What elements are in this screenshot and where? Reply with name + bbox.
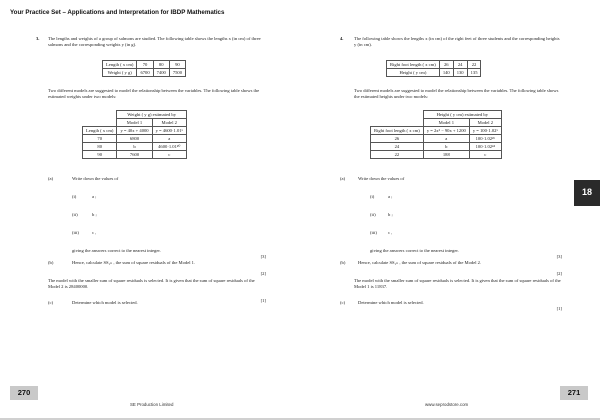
table-cell: Weight ( y g) estimated by [117,111,186,119]
table-cell [371,119,424,127]
question-number: 4. [340,36,344,41]
models-table [82,110,187,159]
table-cell: y = 40x + 4000 [117,127,152,135]
table-cell [83,111,117,119]
table-row [387,69,481,77]
publisher-website: www.seprodstore.com [425,402,469,407]
models-text: Two different models are suggested to model the relationship between the variables. The following table shows the estimated weights under two models: [48,88,260,99]
table-cell: Model 2 [152,119,186,127]
sub-i-label: (i) [72,194,77,199]
mark-a: [3] [556,254,562,259]
table-cell: 26 [439,61,453,69]
table-cell: 22 [371,151,424,159]
table-row [103,61,186,69]
sub-ii-text: b ; [92,212,97,217]
table-row [83,135,187,143]
chapter-tab: 18 [574,180,600,206]
table-cell: 130 [453,69,467,77]
table-cell: Height ( y cm) [387,69,440,77]
table-cell: Model 1 [117,119,152,127]
question-intro: The following table shows the lengths x (in cm) of the right feet of three students and the corresponding heights y (in cm). [354,36,560,47]
part-a-label: (a) [48,176,54,181]
sub-i-label: (i) [370,194,375,199]
table-row [371,143,502,151]
table-cell: 80 [83,143,117,151]
mark-b: [2] [556,271,562,276]
table-cell: Model 2 [469,119,501,127]
model-selection-text: The model with the smaller sum of square residuals is selected. It is given that the sum of square residuals of the Model 2 is 28400000. [48,278,255,289]
table-cell: c [152,151,186,159]
table-cell: a [152,135,186,143]
sub-i-text: a ; [388,194,393,199]
question-4 [340,36,562,366]
table-cell: 140 [439,69,453,77]
table-cell: 70 [83,135,117,143]
table-cell: 188 [423,151,469,159]
page-number-left: 270 [10,386,38,400]
table-row [103,69,186,77]
sub-ii-text: b ; [388,212,393,217]
table-row [83,151,187,159]
sub-iii-label: (iii) [72,230,79,235]
part-b-text: Hence, calculate SS₁ₙ , the sum of square residuals of the Model 1. [72,260,196,265]
table-cell: 26 [371,135,424,143]
table-row [83,127,187,135]
sub-i-text: a ; [92,194,97,199]
table-row [83,143,187,151]
table-cell: 7600 [117,151,152,159]
table-row [371,127,502,135]
table-cell: 100·1.02²⁶ [469,135,501,143]
table-cell: Length ( x cm) [83,127,117,135]
part-a-label: (a) [340,176,346,181]
sub-iii-text: c , [92,230,97,235]
table-cell: Weight ( y g) [103,69,137,77]
question-number: 3. [36,36,40,41]
question-intro: The lengths and weights of a group of salmons are studied. The following table shows the lengths x (in cm) of three salmons and the corresponding weights y (in g). [48,36,261,47]
mark-b: [2] [260,271,266,276]
models-table [370,110,502,159]
part-a-text: Write down the values of [72,176,119,181]
table-cell: 4600·1.01⁸⁰ [152,143,186,151]
table-cell: c [469,151,501,159]
table-cell: Right foot length ( x cm) [387,61,440,69]
models-text: Two different models are suggested to model the relationship between the variables. The following table shows the estimated heights under two models: [354,88,559,99]
table-cell: 70 [137,61,153,69]
table-cell: a [423,135,469,143]
data-table [386,60,481,77]
table-cell: 135 [467,69,481,77]
model-selection-text: The model with the smaller sum of square residuals is selected. It is given that the sum of square residuals of the Model 1 is 11837. [354,278,561,289]
giving-text: giving the answers correct to the nearest integer. [72,248,161,253]
table-cell: 22 [467,61,481,69]
table-cell: 7400 [153,69,169,77]
table-cell: 80 [153,61,169,69]
table-cell: 24 [371,143,424,151]
table-cell: 6800 [117,135,152,143]
table-cell: Height ( y cm) estimated by [423,111,501,119]
table-cell: b [117,143,152,151]
table-cell: b [423,143,469,151]
part-c-text: Determine which model is selected. [358,300,424,305]
part-a-text: Write down the values of [358,176,405,181]
data-table [102,60,186,77]
part-b-label: (b) [48,260,54,265]
table-cell: 6700 [137,69,153,77]
table-cell: y = 2x² − 90x + 1200 [423,127,469,135]
table-row [371,111,502,119]
part-c-label: (c) [340,300,346,305]
table-cell: 90 [83,151,117,159]
question-3 [36,36,266,366]
table-cell: Model 1 [423,119,469,127]
table-cell: y = 4600·1.01ˣ [152,127,186,135]
table-row [83,111,187,119]
table-cell: 90 [169,61,185,69]
part-c-text: Determine which model is selected. [72,300,138,305]
table-row [371,119,502,127]
sub-iii-label: (iii) [370,230,377,235]
table-cell: Length ( x cm) [103,61,137,69]
table-cell: Right foot length ( x cm) [371,127,424,135]
table-cell [83,119,117,127]
table-cell [371,111,424,119]
sub-ii-label: (ii) [72,212,78,217]
part-b-label: (b) [340,260,346,265]
mark-a: [3] [260,254,266,259]
part-b-text: Hence, calculate SS₁ₙ , the sum of square residuals of the Model 2. [358,260,482,265]
part-c-label: (c) [48,300,54,305]
giving-text: giving the answers correct to the nearest integer. [370,248,459,253]
table-row [387,61,481,69]
table-row [371,151,502,159]
table-row [371,135,502,143]
publisher-name: SE Production Limited [130,402,174,407]
page-header: Your Practice Set – Applications and Interpretation for IBDP Mathematics [10,9,225,16]
mark-c: [1] [556,306,562,311]
table-cell: 100·1.02²⁴ [469,143,501,151]
table-row [83,119,187,127]
page-number-right: 271 [560,386,588,400]
table-cell: 24 [453,61,467,69]
mark-c: [1] [260,298,266,303]
table-cell: y = 100·1.02ˣ [469,127,501,135]
sub-iii-text: c , [388,230,393,235]
table-cell: 7500 [169,69,185,77]
sub-ii-label: (ii) [370,212,376,217]
